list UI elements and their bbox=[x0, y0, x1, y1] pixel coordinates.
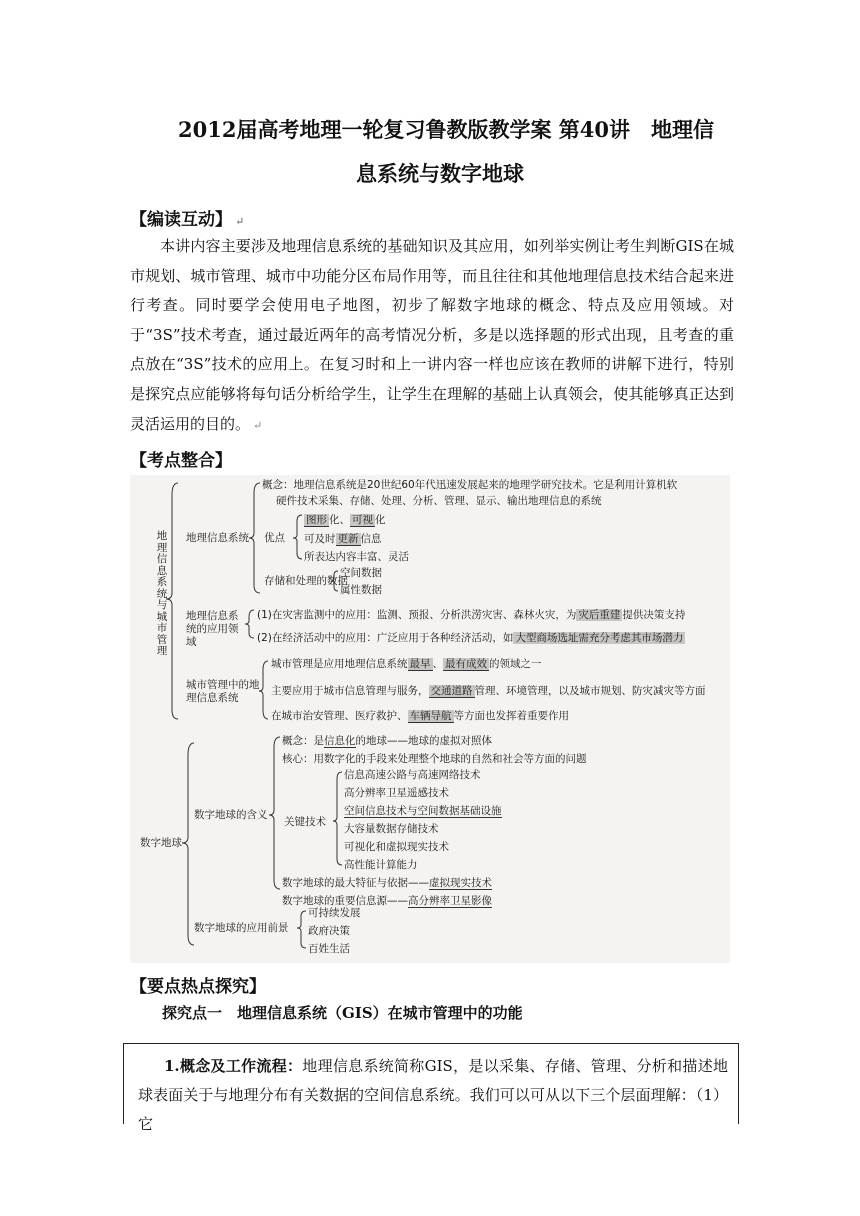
box-text: 地理信息系统简称GIS，是以采集、存储、管理、分析和描述地球表面关于与地理分布有关数据的空间信息系统。我们可以可从以下三个层面理解：（1）它 bbox=[138, 1057, 729, 1133]
city-gis-node: 城市管理中的地理信息系统 bbox=[186, 679, 260, 704]
app-economy: (2)在经济活动中的应用：广泛应用于各种经济活动，如 大型商场选址需充分考虑其市场潜力 bbox=[257, 632, 684, 644]
key-tech-1: 信息高速公路与高速网络技术 bbox=[344, 769, 481, 781]
box-paragraph bbox=[124, 1044, 738, 1139]
gis-node: 地理信息系统 bbox=[186, 532, 249, 544]
meaning-node: 数字地球的含义 bbox=[194, 809, 268, 821]
city-line3: 在城市治安管理、医疗救护、 车辆导航 等方面也发挥着重要作用 bbox=[271, 710, 569, 722]
storage-node: 存储和处理的数据 bbox=[264, 575, 348, 587]
data-spatial: 空间数据 bbox=[340, 567, 382, 579]
gis-concept-line2: 硬件技术采集、存储、处理、分析、管理、显示、输出地理信息的系统 bbox=[276, 495, 602, 507]
explore-heading: 【要点热点探究】 bbox=[130, 977, 266, 997]
gis-concept-line1: 概念：地理信息系统是20世纪60年代迅速发展起来的地理学研究技术。它是利用计算机软 bbox=[262, 479, 678, 491]
document-title-line1: 2012届高考地理一轮复习鲁教版教学案 第40讲 地理信 bbox=[178, 117, 714, 142]
city-line2: 主要应用于城市信息管理与服务， 交通道路 管理、环境管理，以及城市规划、防灾减灾等方面 bbox=[271, 685, 706, 697]
key-tech-3: 空间信息技术与空间数据基础设施 bbox=[344, 805, 502, 817]
explore-point-title: 探究点一 地理信息系统（GIS）在城市管理中的功能 bbox=[162, 1004, 523, 1022]
document-title-line2: 息系统与数字地球 bbox=[356, 161, 524, 186]
digital-feature: 数字地球的最大特征与依据——虚拟现实技术 bbox=[282, 877, 492, 889]
root-digital-earth: 数字地球 bbox=[140, 837, 182, 849]
key-tech-6: 高性能计算能力 bbox=[344, 859, 418, 871]
advantage-node: 优点 bbox=[264, 532, 285, 544]
advantage-3: 所表达内容丰富、灵活 bbox=[304, 551, 409, 563]
knowledge-map-diagram bbox=[130, 475, 730, 963]
prospect-3: 百姓生活 bbox=[308, 943, 350, 955]
prospect-2: 政府决策 bbox=[308, 925, 350, 937]
key-tech-2: 高分辨率卫星遥感技术 bbox=[344, 787, 449, 799]
return-mark-icon: ↵ bbox=[253, 418, 263, 432]
key-tech-node: 关键技术 bbox=[284, 816, 326, 828]
app-disaster: (1)在灾害监测中的应用：监测、预报、分析洪涝灾害、森林火灾，为 灾后重建 提供决策支持 bbox=[257, 609, 686, 621]
box-label: 1.概念及工作流程： bbox=[164, 1057, 303, 1075]
advantage-1: 图形 化、 可视 化 bbox=[306, 514, 386, 526]
key-tech-4: 大容量数据存储技术 bbox=[344, 823, 439, 835]
app-field-node: 地理信息系统的应用领域 bbox=[186, 610, 239, 648]
intro-heading: 【编读互动】 ↵ bbox=[130, 210, 245, 230]
intro-paragraph: 本讲内容主要涉及地理信息系统的基础知识及其应用，如列举实例让考生判断GIS在城市规划、城市管理、城市中功能分区布局作用等，而且往往和其他地理信息技术结合起来进行考查。同时要学会使用电子地图，初步了解数字地球的概念、特点及应用领域。对于“3S”技术考查，通过最近两年的高考情况分析，多是以选择题的形式出现，且考查的重点放在“3S”技术的应用上。在复习时和上一讲内容一样也应该在教师的讲解下进行，特别是探究点应能够将每句话分析给学生，让学生在理解的基础上认真领会，使其能够真正达到灵活运用的目的。 ↵ bbox=[130, 237, 734, 433]
prospect-node: 数字地球的应用前景 bbox=[194, 922, 289, 934]
content-box bbox=[123, 1043, 739, 1133]
digital-source: 数字地球的重要信息源——高分辨率卫星影像 bbox=[282, 895, 492, 907]
prospect-1: 可持续发展 bbox=[308, 907, 361, 919]
advantage-2: 可及时 更新 信息 bbox=[304, 533, 382, 545]
root-gis-city-label: 地理信息系统与城市管理 bbox=[156, 530, 168, 657]
key-tech-5: 可视化和虚拟现实技术 bbox=[344, 841, 449, 853]
digital-concept: 概念：是信息化的地球——地球的虚拟对照体 bbox=[282, 735, 492, 747]
summary-heading: 【考点整合】 bbox=[130, 451, 232, 471]
city-line1: 城市管理是应用地理信息系统 最早 、 最有成效 的领域之一 bbox=[271, 658, 542, 670]
return-mark-icon: ↵ bbox=[235, 215, 245, 228]
data-attribute: 属性数据 bbox=[340, 584, 382, 596]
digital-core: 核心：用数字化的手段来处理整个地球的自然和社会等方面的问题 bbox=[282, 753, 587, 765]
